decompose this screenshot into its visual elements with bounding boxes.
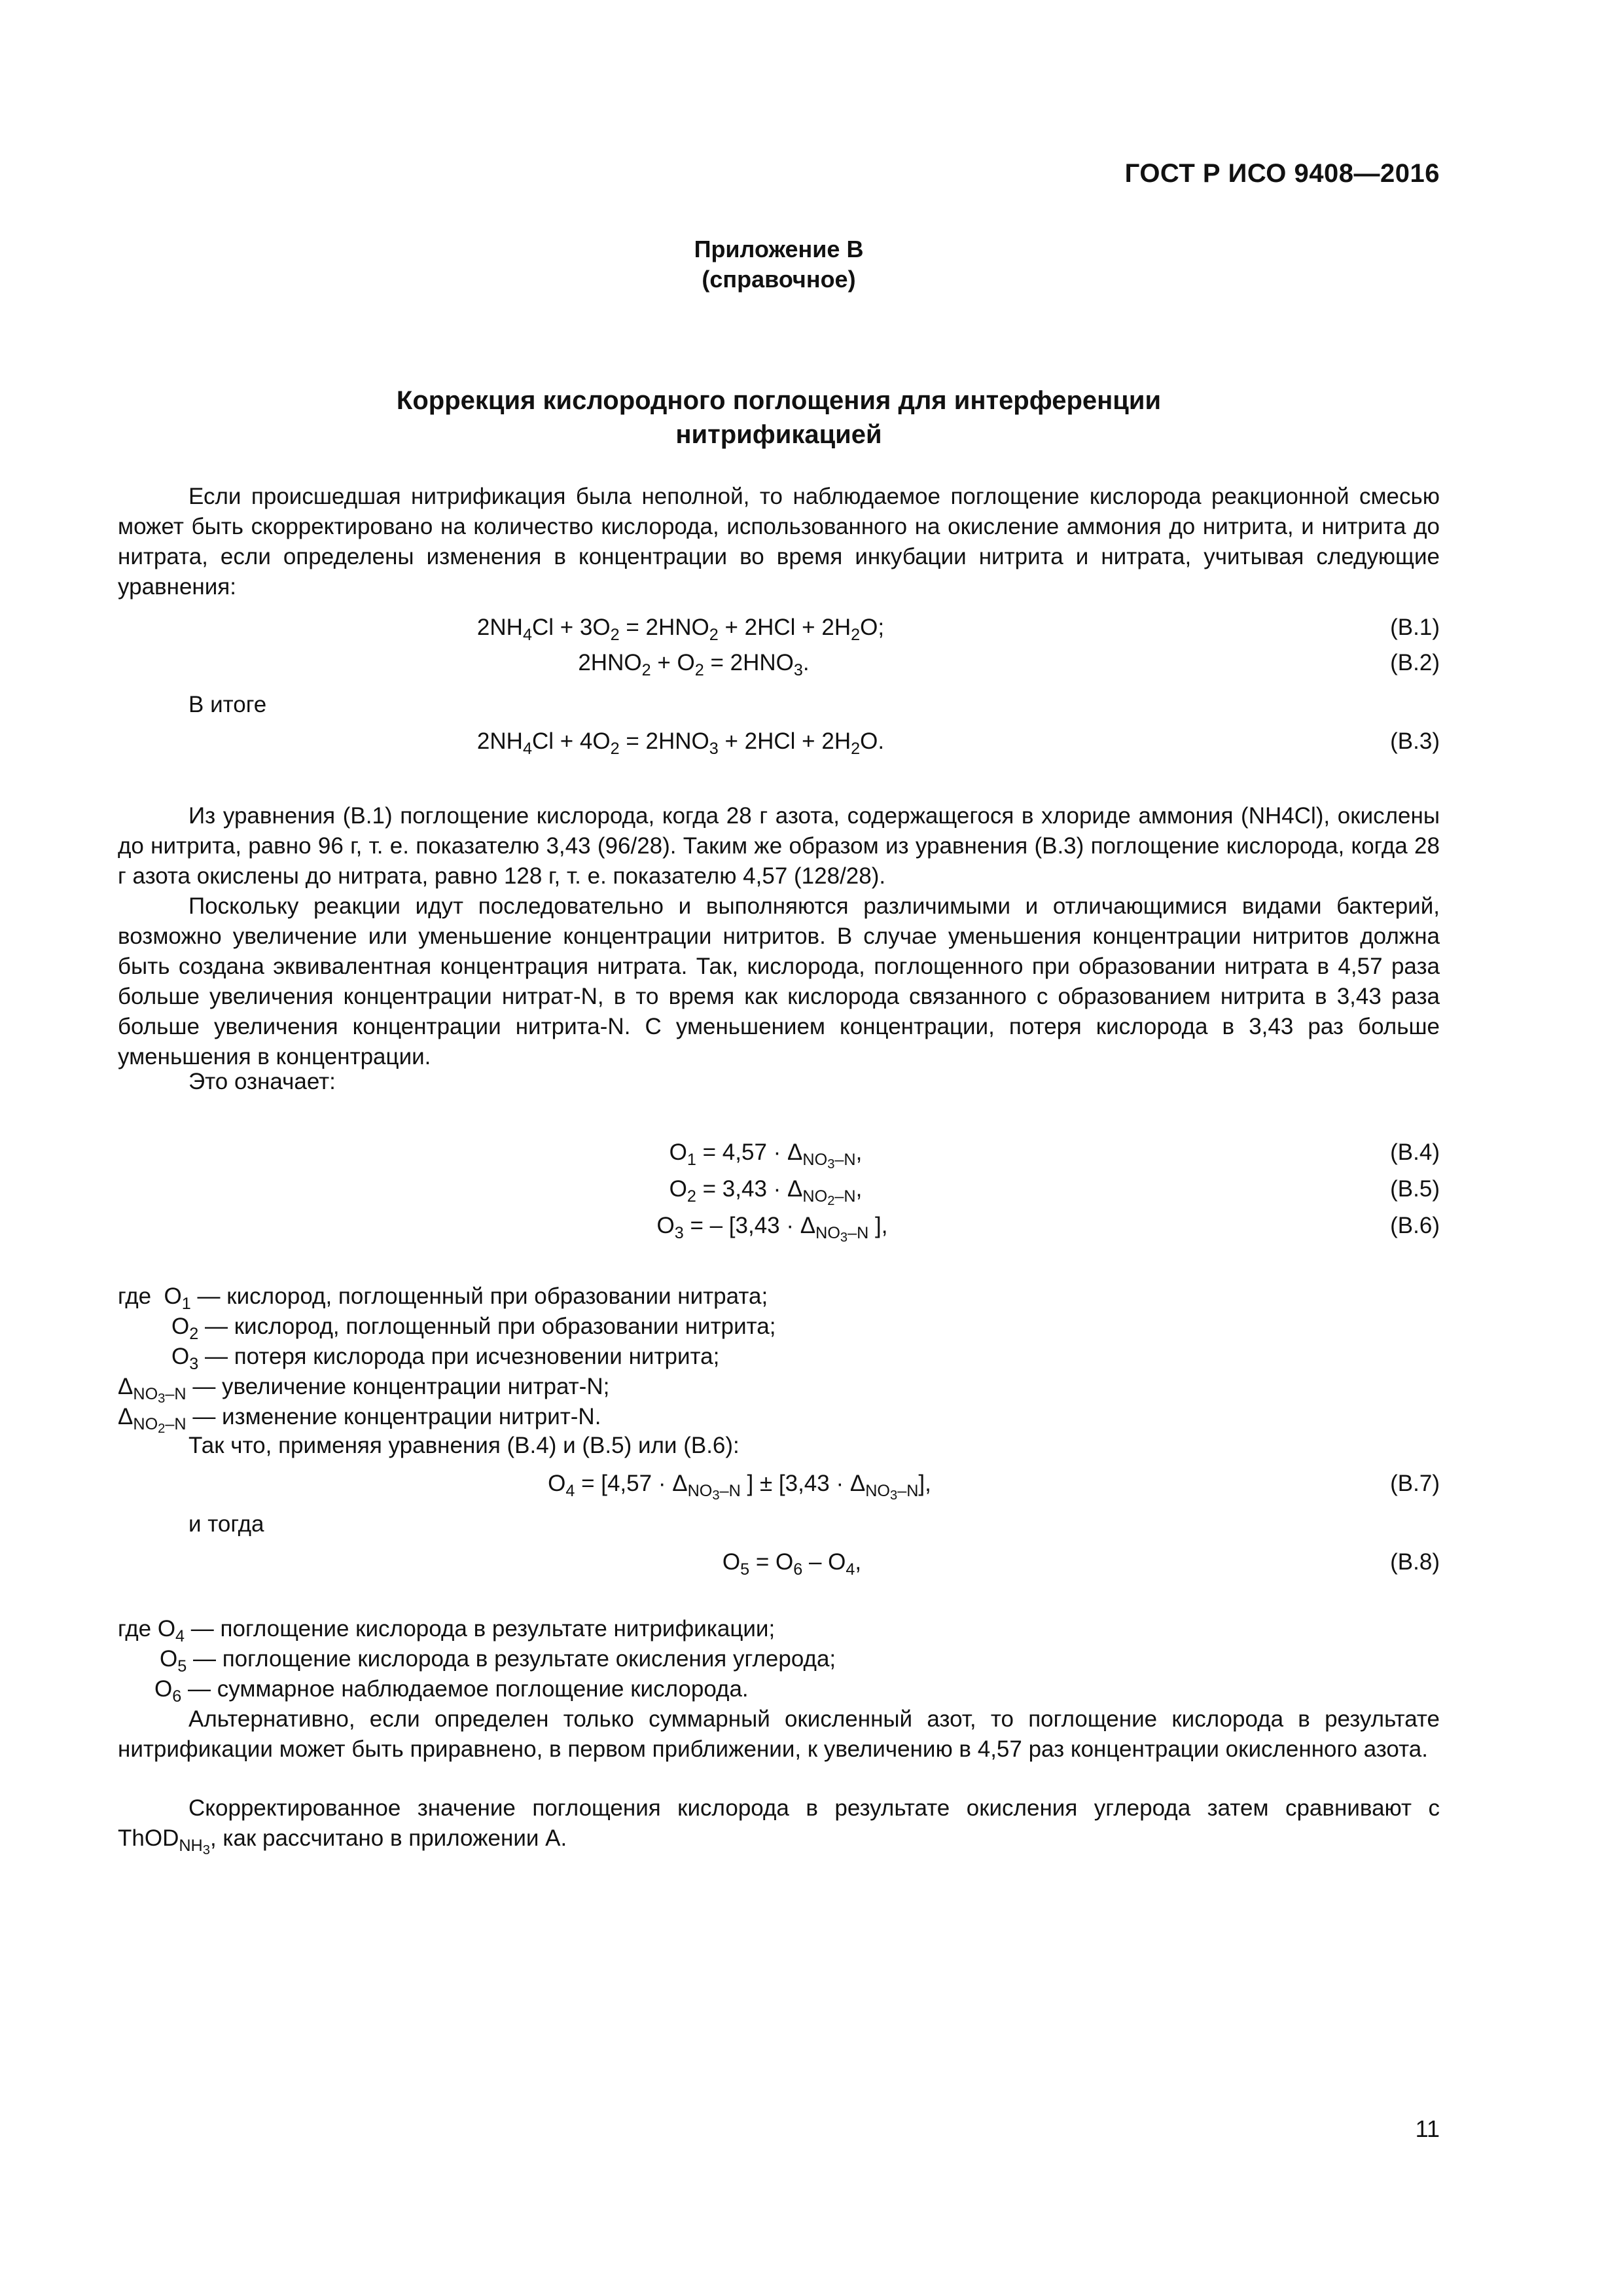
appendix-heading xyxy=(118,234,1440,295)
equation-number: (B.2) xyxy=(1390,650,1440,675)
text-tak-chto: Так что, применяя уравнения (В.4) и (В.5) или (В.6): xyxy=(188,1433,740,1458)
variable-o4: где $O_4$ — поглощение кислорода в результате нитрификации; xyxy=(118,1616,776,1646)
page-number: 11 xyxy=(1415,2115,1440,2142)
variable-o5: $O_5$ — поглощение кислорода в результате окисления углерода; xyxy=(160,1646,836,1676)
variable-o6: $O_6$ — суммарное наблюдаемое поглощение кислорода. xyxy=(154,1676,749,1706)
appendix-title: Коррекция кислородного поглощения для интерференции нитрификацией xyxy=(396,386,1162,449)
equation-number: (B.4) xyxy=(1390,1139,1440,1165)
gde-label: где $O_1$ — кислород, поглощенный при образовании нитрата; xyxy=(118,1283,768,1314)
standard-header: ГОСТ Р ИСО 9408—2016 xyxy=(1124,159,1440,188)
equation-number: (B.3) xyxy=(1390,728,1440,754)
variable-o2: $O_2$ — кислород, поглощенный при образовании нитрита; xyxy=(171,1314,776,1344)
document-page: ГОСТ Р ИСО 9408—2016 Приложение В (справочное) Коррекция кислородного поглощения для интерференции нитрификацией Если происшедшая нитрификация была неполной, то наблюдаемое поглощение кислорода реакционной смесью может быть скорректировано на количество кислорода, использованного на окисление аммония до нитрита, и нитрита до нитрата, если определены изменения в концентрации во время инкубации нитрита и нитрата, учитывая следующие уравнения: $2NH_4Cl + 3O_2 = 2HNO_2 + 2HCl + 2H_2O$; (B.1) $2HNO_2 + O_2 = 2HNO_3$. (B.2) В итоге $2NH_4Cl + 4O_2 = 2HNO_3 + 2HCl + 2H_2O$. (B.3) Из уравнения (В.1) поглощение кислорода, когда 28 г азота, содержащегося в хлориде аммония (NH4Cl), окислены до нитрита, равно 96 г, т. е. показателю 3,43 (96/28). Таким же образом из уравнения (В.3) поглощение кислорода, когда 28 г азота окислены до нитрата, равно 128 г, т. е. показателю 4,57 (128/28). Поскольку реакции идут последовательно и выполняются различимыми и отличающимися видами бактерий, возможно увеличение или уменьшение концентрации нитритов. В случае уменьшения концентрации нитритов должна быть создана эквивалентная концентрация нитрата. Так, кислорода, поглощенного при образовании нитрата в 4,57 раза больше увеличения концентрации нитрат-N, в то время как кислорода связанного с образованием нитрита в 3,43 раза больше увеличения концентрации нитрита-N. С уменьшением концентрации, потеря кислорода в 3,43 раз больше уменьшения в концентрации. Это означает: $O_1 = 4,57 \cdot \Delta_{NO_3-N}$, (B.4) $O_2 = 3,43 \cdot \Delta_{NO_2-N}$, (B.5) $O_3$ = – [$3,43 \cdot \Delta_{NO_3-N}$ ], (B.6) где $O_1$ — кислород, поглощенный при образовании нитрата; $O_2$ — кислород, поглощенный при образовании нитрита; $O_3$ — потеря кислорода при исчезновении нитрита; $\Delta_{NO_3-N}$ — увеличение концентрации нитрат-N; $\Delta_{NO_2-N}$ — изменение концентрации нитрит-N. Так что, применяя уравнения (В.4) и (В.5) или (В.6): $O_4 = [4,57 \cdot \Delta_{NO_3-N}$ ] ± $[3,43 \cdot \Delta_{NO_3-N}]$, (B.7) и тогда $O_5 = O_6 - O_4$, (B.8) где $O_4$ — поглощение кислорода в результате нитрификации; $O_5$ — поглощение кислорода в результате окисления углерода; $O_6$ — суммарное наблюдаемое поглощение кислорода. Альтернативно, если определен только суммарный окисленный азот, то поглощение кислорода в результате нитрификации может быть приравнено, в первом приближении, к увеличению в 4,57 раз концентрации окисленного азота. Скорректированное значение поглощения кислорода в результате окисления углерода затем сравнивают с ThOD$_{NH_3}$, как рассчитано в приложении А. 11 xyxy=(118,159,1440,2142)
paragraph-explanation-2: Поскольку реакции идут последовательно и выполняются различимыми и отличающимися видами бактерий, возможно увеличение или уменьшение концентрации нитритов. В случае уменьшения концентрации нитритов должна быть создана эквивалентная концентрация нитрата. Так, кислорода, поглощенного при образовании нитрата в 4,57 раза больше увеличения концентрации нитрат-N, в то время как кислорода связанного с образованием нитрита в 3,43 раза больше увеличения концентрации нитрита-N. С уменьшением концентрации, потеря кислорода в 3,43 раз больше уменьшения в концентрации. xyxy=(118,893,1440,1069)
appendix-label: Приложение В xyxy=(694,236,864,262)
equation-number: (B.6) xyxy=(1390,1213,1440,1238)
equation-number: (B.1) xyxy=(1390,615,1440,640)
variable-o3: $O_3$ — потеря кислорода при исчезновении нитрита; xyxy=(171,1344,720,1374)
equation-number: (B.7) xyxy=(1390,1471,1440,1496)
text-eto-oznachaet: Это означает: xyxy=(188,1069,336,1094)
paragraph-intro: Если происшедшая нитрификация была неполной, то наблюдаемое поглощение кислорода реакционной смесью может быть скорректировано на количество кислорода, использованного на окисление аммония до нитрита, и нитрита до нитрата, если определены изменения в концентрации во время инкубации нитрита и нитрата, учитывая следующие уравнения: xyxy=(118,484,1440,600)
appendix-type: (справочное) xyxy=(702,266,856,293)
equation-number: (B.8) xyxy=(1390,1549,1440,1575)
equation-number: (B.5) xyxy=(1390,1176,1440,1202)
text-v-itoge: В итоге xyxy=(188,692,267,717)
paragraph-conclusion: Скорректированное значение поглощения кислорода в результате окисления углерода затем сравнивают с ThOD$_{NH_3}$, как рассчитано в приложении А. xyxy=(118,1795,1440,1858)
paragraph-explanation-1: Из уравнения (В.1) поглощение кислорода, когда 28 г азота, содержащегося в хлориде аммония (NH4Cl), окислены до нитрита, равно 96 г, т. е. показателю 3,43 (96/28). Таким же образом из уравнения (В.3) поглощение кислорода, когда 28 г азота окислены до нитрата, равно 128 г, т. е. показателю 4,57 (128/28). xyxy=(118,803,1440,889)
variable-delta-no3: $\Delta_{NO_3-N}$ — увеличение концентрации нитрат-N; xyxy=(118,1374,610,1407)
text-i-togda: и тогда xyxy=(188,1511,264,1537)
variable-delta-no2: $\Delta_{NO_2-N}$ — изменение концентрации нитрит-N. xyxy=(118,1404,601,1437)
paragraph-alternative: Альтернативно, если определен только суммарный окисленный азот, то поглощение кислорода в результате нитрификации может быть приравнено, в первом приближении, к увеличению в 4,57 раз концентрации окисленного азота. xyxy=(118,1706,1440,1762)
